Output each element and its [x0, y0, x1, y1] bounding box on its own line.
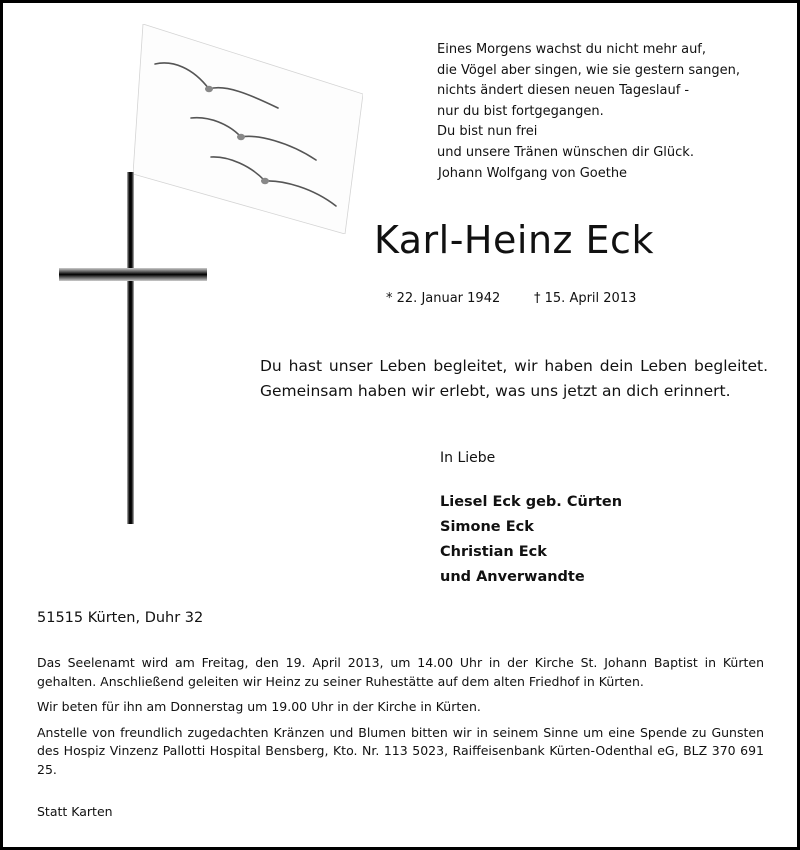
mourner-name: Liesel Eck geb. Cürten [440, 494, 623, 510]
tribute-line: Du hast unser Leben begleitet, wir haben dein Leben begleitet. [260, 357, 768, 375]
mourner-name: und Anverwandte [440, 569, 585, 585]
poem-line: Du bist nun frei [437, 124, 538, 139]
mourners-list [440, 490, 622, 590]
poem-author: Johann Wolfgang von Goethe [438, 166, 628, 181]
poem [437, 40, 740, 163]
death-date: † 15. April 2013 [534, 291, 637, 306]
details-paragraph: Das Seelenamt wird am Freitag, den 19. April 2013, um 14.00 Uhr in der Kirche St. Johann Baptist in Kürten gehalten. Anschließend geleiten wir Heinz zu seiner Ruhestätte auf dem alten Friedhof in Kürten. [37, 655, 764, 689]
tribute-line: Gemeinsam haben wir erlebt, was uns jetzt an dich erinnert. [260, 382, 731, 400]
footer-note: Statt Karten [37, 804, 113, 819]
birds-card-illustration [133, 24, 363, 234]
poem-line: nur du bist fortgegangen. [437, 103, 604, 119]
mourner-name: Christian Eck [440, 544, 547, 560]
family-address: 51515 Kürten, Duhr 32 [37, 610, 204, 626]
cross-icon [127, 172, 134, 524]
cross-crossbar [59, 268, 207, 281]
mourner-name: Simone Eck [440, 519, 534, 535]
poem-line: und unsere Tränen wünschen dir Glück. [437, 144, 694, 160]
tribute-text [260, 354, 768, 404]
closing-phrase: In Liebe [440, 450, 496, 466]
poem-line: die Vögel aber singen, wie sie gestern sangen, [437, 62, 740, 78]
deceased-name: Karl-Heinz Eck [374, 218, 654, 262]
birth-date: * 22. Januar 1942 [386, 291, 501, 306]
details-paragraph: Wir beten für ihn am Donnerstag um 19.00 Uhr in der Kirche in Kürten. [37, 699, 481, 714]
details-paragraph: Anstelle von freundlich zugedachten Kränzen und Blumen bitten wir in seinem Sinne um eine Spende zu Gunsten des Hospiz Vinzenz Pallotti Hospital Bensberg, Kto. Nr. 113 5023, Raiffeisenbank Kürten-Odenthal eG, BLZ 370 691 25. [37, 724, 764, 777]
poem-line: Eines Morgens wachst du nicht mehr auf, [437, 42, 707, 57]
poem-line: nichts ändert diesen neuen Tageslauf - [437, 83, 690, 98]
service-details [37, 654, 764, 786]
